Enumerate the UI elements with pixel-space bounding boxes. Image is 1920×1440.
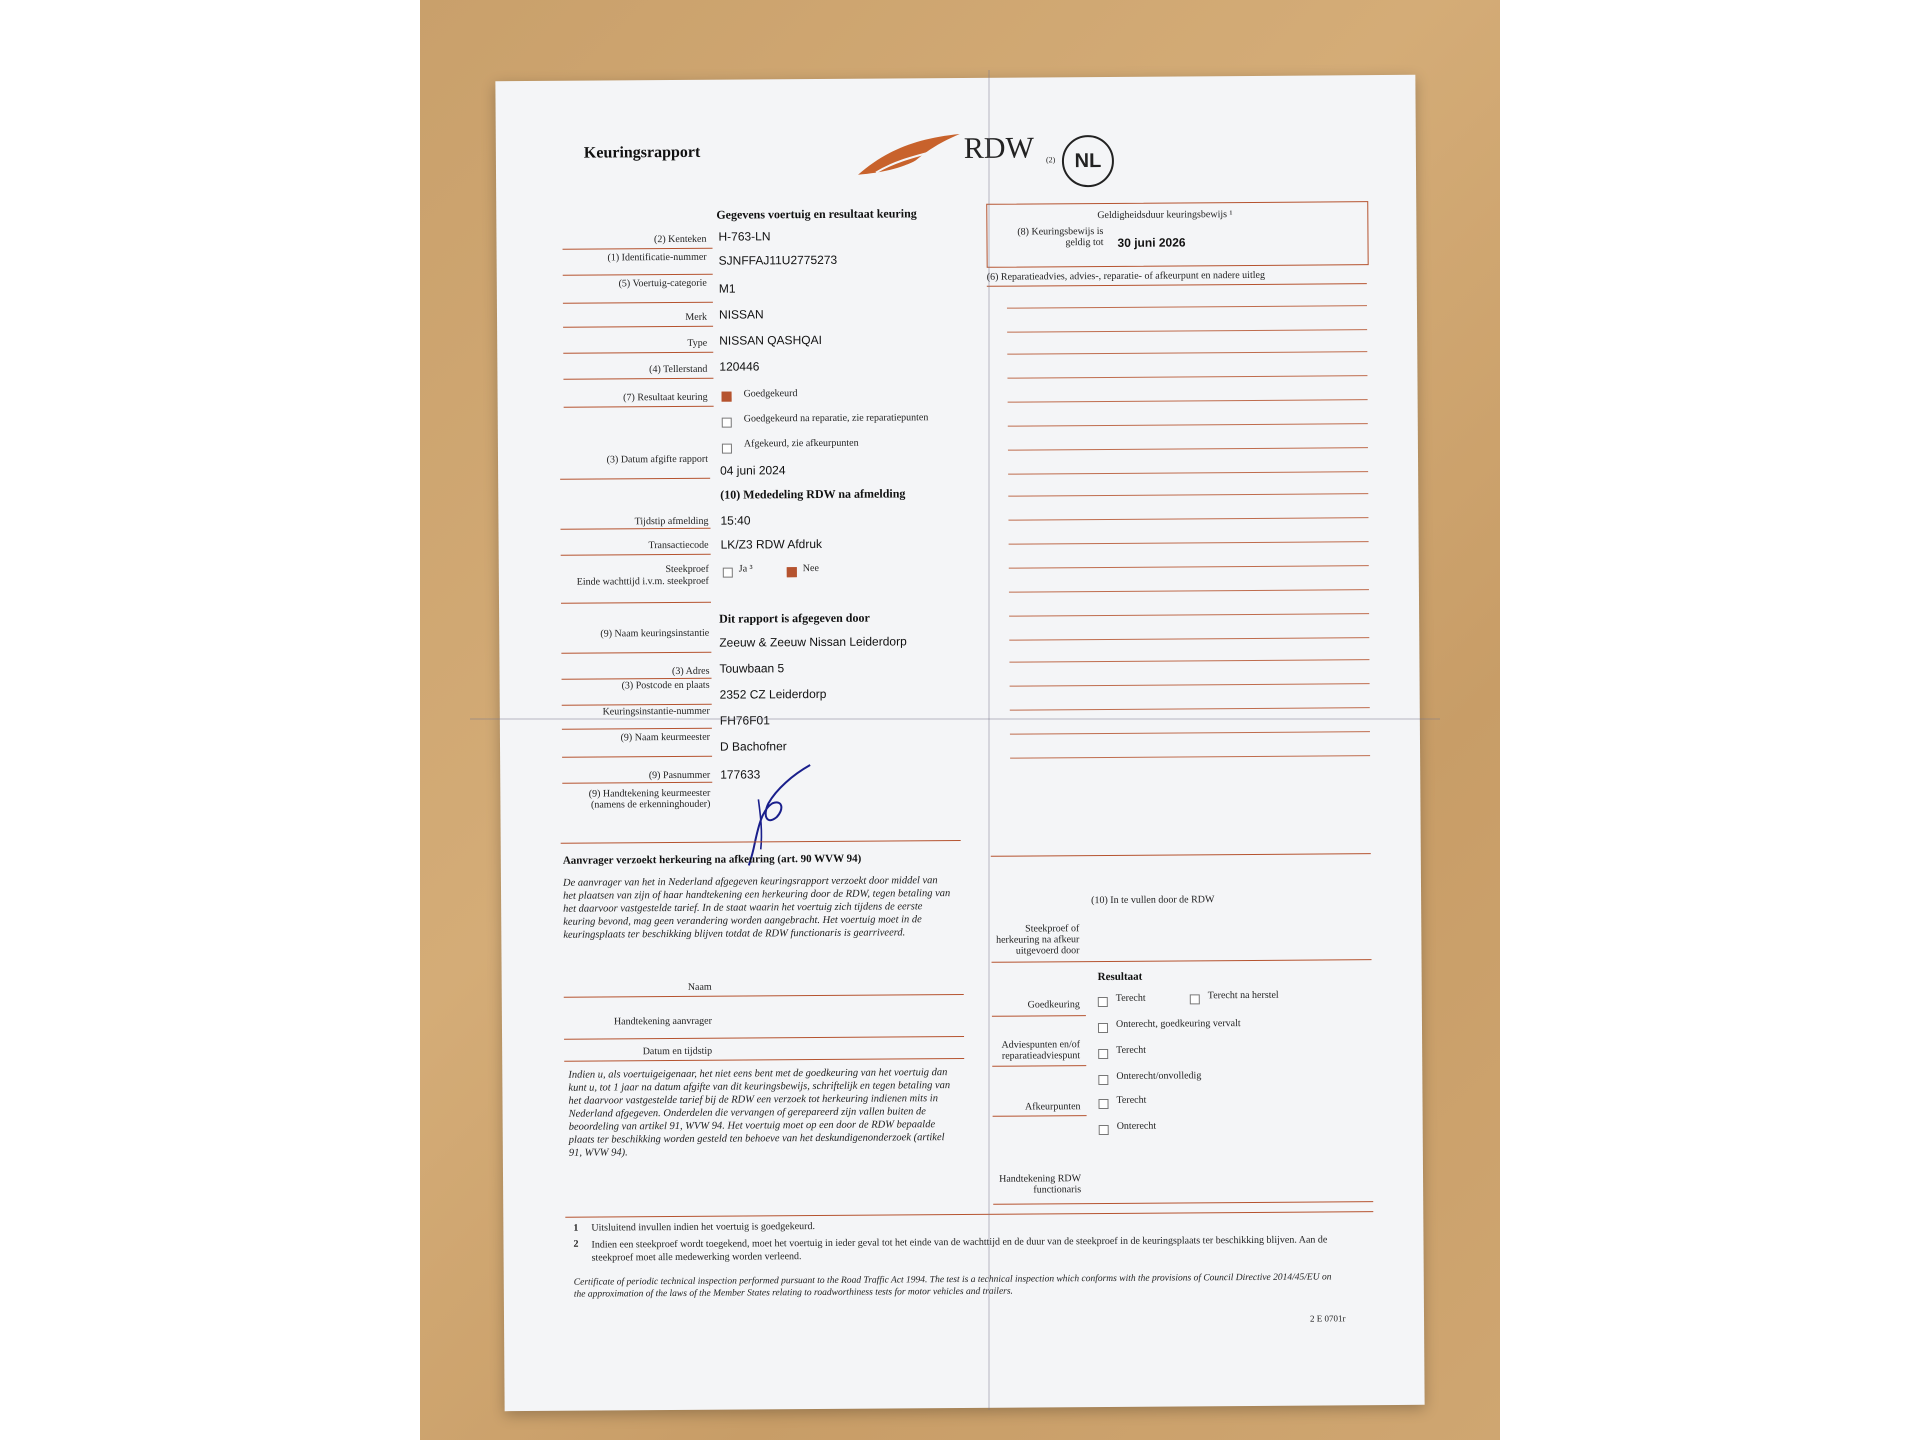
date-label: (3) Datum afgifte rapport (606, 453, 709, 466)
rdw-line (992, 1015, 1086, 1017)
appeal-handtekening-label: Handtekening aanvrager (613, 1015, 712, 1028)
field-underline (563, 352, 713, 354)
result-label: (7) Resultaat keuring (623, 391, 708, 404)
inspection-report-paper (495, 75, 1424, 1411)
notice-label-transactie: Transactiecode (648, 539, 709, 552)
appeal-line (564, 994, 964, 998)
signature-label: (9) Handtekening keurmeester (namens de erkenninghouder) (588, 787, 711, 811)
background-right (1500, 0, 1920, 1440)
background-left (0, 0, 420, 1440)
steekproef-nee: Nee (802, 562, 819, 575)
issued-value-pasnummer: 177633 (720, 767, 761, 782)
appeal-datum-label: Datum en tijdstip (642, 1045, 713, 1058)
field-underline (560, 528, 710, 530)
checkbox-terecht-2 (1098, 1049, 1108, 1059)
appeal-line (564, 1058, 964, 1062)
notice-value-transactie: LK/Z3 RDW Afdruk (720, 536, 823, 552)
checkbox-terecht-3 (1098, 1099, 1108, 1109)
rdw-afkeurpunten-label: Afkeurpunten (1024, 1101, 1081, 1113)
repair-lines (1007, 285, 1370, 788)
repair-bottom-line (991, 853, 1371, 857)
field-label-type: Type (687, 337, 708, 349)
field-value-kenteken: H-763-LN (718, 229, 771, 244)
notice-label-tijdstip: Tijdstip afmelding (634, 515, 709, 528)
checkbox-onterecht-vervalt (1098, 1023, 1108, 1033)
field-underline (561, 652, 711, 654)
appeal-text2: Indien u, als voertuigeigenaar, het niet eens bent met de goedkeuring van het voertuig dan kunt u, tot 1 jaar na datum afgifte van dit keuringsbewijs, schriftelijk en tegen betaling van het daarvoor vastgestelde tarief bij de RDW een verzoek tot herkeuring indienen mits in Nederland afgegeven. Onderdelen die vervangen of gerepareerd zijn vallen buiten de beoordeling van artikel 91, WVW 94. Het voertuig moet op een door de RDW bepaalde plaats ter beschikking worden gesteld ten behoeve van het deskundigenonderzoek (artikel 91, WVW 94). (568, 1067, 951, 1159)
issued-label-postcode: (3) Postcode en plaats (621, 679, 710, 692)
section-vehicle-title: Gegevens voertuig en resultaat keuring (716, 206, 917, 222)
issued-value-adres: Touwbaan 5 (719, 661, 785, 676)
section-notice-title: (10) Mededeling RDW na afmelding (720, 486, 906, 502)
issued-value-naam: Zeeuw & Zeeuw Nissan Leiderdorp (719, 634, 907, 650)
field-label-categorie: (5) Voertuig-categorie (618, 277, 707, 290)
footnote-1-text: Uitsluitend invullen indien het voertuig is goedgekeurd. (591, 1221, 815, 1234)
rdw-handtekening-label: Handtekening RDW functionaris (999, 1173, 1082, 1196)
rdw-line (992, 959, 1372, 963)
rdw-line (993, 1115, 1087, 1117)
checkbox-terecht-herstel (1190, 994, 1200, 1004)
issued-label-adres: (3) Adres (671, 665, 710, 678)
rdw-resultaat: Resultaat (1097, 970, 1143, 984)
field-underline (563, 326, 713, 328)
paper-fold-vertical (988, 70, 990, 1410)
report-title: Keuringsrapport (583, 143, 701, 162)
checkbox-onterecht (1099, 1125, 1109, 1135)
field-label-merk: Merk (685, 311, 708, 323)
appeal-title: Aanvrager verzoekt herkeuring na afkeuring (art. 90 WVW 94) (562, 852, 862, 867)
field-underline (561, 554, 711, 556)
rdw-line (992, 1065, 1086, 1067)
certificate-text: Certificate of periodic technical inspection performed pursuant to the Road Traffic Act 1994. The test is a technical inspection which conforms with the provisions of Council Directive 2014/45/EU on the approximation of the laws of the Member States relating to roadworthiness tests for motor vehicles and trailers. (573, 1272, 1332, 1300)
rdw-terecht-2: Terecht (1116, 1044, 1147, 1056)
validity-box (986, 201, 1368, 268)
field-underline (562, 782, 712, 784)
validity-title: Geldigheidsduur keuringsbewijs ¹ (1097, 209, 1233, 222)
rdw-line (993, 1201, 1373, 1205)
appeal-line (564, 1036, 964, 1040)
appeal-text: De aanvrager van het in Nederland afgegeven keuringsrapport verzoekt door middel van het plaatsen van zijn of haar handtekening een herkeuring door de RDW, tegen betaling van het daarvoor vastgestelde tarief. In de staat waarin het voertuig zich tijdens de eerste keuring bevond, mag geen verandering worden aangebracht. Het voertuig moet in de keuringsplaats ter beschikking blijven totdat de RDW functionaris is gearriveerd. (562, 875, 951, 941)
issued-label-keurmeester: (9) Naam keurmeester (620, 731, 710, 744)
field-underline (563, 274, 713, 276)
option-afgekeurd: Afgekeurd, zie afkeurpunten (743, 437, 859, 450)
validity-label: (8) Keuringsbewijs is geldig tot (1017, 225, 1104, 249)
field-underline (564, 406, 714, 408)
rdw-onterecht-vervalt: Onterecht, goedkeuring vervalt (1115, 1018, 1241, 1030)
field-underline (560, 478, 710, 480)
field-underline (563, 378, 713, 380)
repair-title: (6) Reparatieadvies, advies-, reparatie- of afkeurpunt en nadere uitleg (986, 269, 1265, 283)
rdw-logo-icon (856, 130, 966, 181)
footer-line (565, 1211, 1373, 1218)
option-goedgekeurd-reparatie: Goedgekeurd na reparatie, zie reparatiepunten (743, 412, 929, 425)
footnote-2-text: Indien een steekproef wordt toegekend, moet het voertuig in ieder geval tot het einde van de wachttijd en de duur van de steekproef in de keuringsplaats ter beschikking blijven. Aan de steekproef moet alle medewerking worden verleend. (591, 1234, 1328, 1264)
field-underline (563, 248, 713, 250)
rdw-terecht-1: Terecht (1115, 992, 1146, 1004)
field-value-identificatie: SJNFFAJ11U2775273 (718, 252, 838, 268)
rdw-onterecht-onvolledig: Onterecht/onvolledig (1116, 1070, 1202, 1082)
issued-value-keurmeester: D Bachofner (719, 739, 787, 754)
date-value: 04 juni 2024 (720, 463, 786, 478)
field-underline (562, 728, 712, 730)
field-underline (561, 602, 711, 604)
footnote-2-num: 2 (573, 1238, 579, 1250)
checkbox-ja (723, 568, 733, 578)
issued-label-naam: (9) Naam keuringsinstantie (600, 627, 710, 640)
field-underline (563, 302, 713, 304)
issued-value-postcode: 2352 CZ Leiderdorp (719, 686, 827, 702)
rdw-brand: RDW (963, 131, 1034, 165)
rdw-terecht-3: Terecht (1116, 1094, 1147, 1106)
rdw-goedkeuring-label: Goedkeuring (1027, 999, 1080, 1011)
section-issued-title: Dit rapport is afgegeven door (719, 610, 870, 626)
einde-wachttijd-label: Einde wachttijd i.v.m. steekproef (576, 575, 709, 588)
steekproef-ja: Ja ³ (738, 563, 753, 575)
validity-value: 30 juni 2026 (1117, 235, 1186, 250)
field-value-categorie: M1 (718, 281, 736, 296)
issued-label-nummer: Keuringsinstantie-nummer (602, 705, 710, 718)
field-label-kenteken: (2) Kenteken (653, 233, 707, 246)
vehicle-fields (562, 228, 962, 376)
brand-note: (2) (1045, 155, 1056, 165)
rdw-section-title: (10) In te vullen door de RDW (1091, 894, 1215, 907)
checkbox-nee (787, 567, 797, 577)
checkbox-afgekeurd (722, 444, 732, 454)
field-value-merk: NISSAN (718, 307, 764, 322)
option-goedgekeurd: Goedgekeurd (743, 388, 798, 400)
field-underline (562, 756, 712, 758)
checkbox-onterecht-onvolledig (1098, 1075, 1108, 1085)
field-value-type: NISSAN QASHQAI (719, 332, 822, 348)
form-code: 2 E 0701r (1309, 1313, 1346, 1324)
steekproef-label: Steekproef (665, 563, 709, 576)
footnote-1-num: 1 (573, 1222, 579, 1234)
rdw-steekproef-label: Steekproef of herkeuring na afkeur uitgevoerd door (996, 923, 1080, 957)
paper-fold-horizontal (470, 718, 1440, 720)
issued-label-pasnummer: (9) Pasnummer (648, 769, 711, 782)
appeal-naam-label: Naam (687, 981, 712, 993)
rdw-terecht-herstel: Terecht na herstel (1207, 989, 1279, 1002)
checkbox-terecht-1 (1098, 997, 1108, 1007)
field-label-identificatie: (1) Identificatie-nummer (607, 251, 707, 264)
checkbox-goedgekeurd (722, 392, 732, 402)
field-label-tellerstand: (4) Tellerstand (649, 363, 708, 376)
issued-value-nummer: FH76F01 (719, 713, 770, 728)
rdw-onterecht: Onterecht (1116, 1120, 1157, 1132)
country-badge: NL (1062, 135, 1114, 187)
field-value-tellerstand: 120446 (719, 359, 760, 374)
checkbox-goedgekeurd-reparatie (722, 418, 732, 428)
rdw-adviespunten-label: Adviespunten en/of reparatieadviespunt (1001, 1039, 1081, 1062)
notice-value-tijdstip: 15:40 (720, 513, 751, 528)
